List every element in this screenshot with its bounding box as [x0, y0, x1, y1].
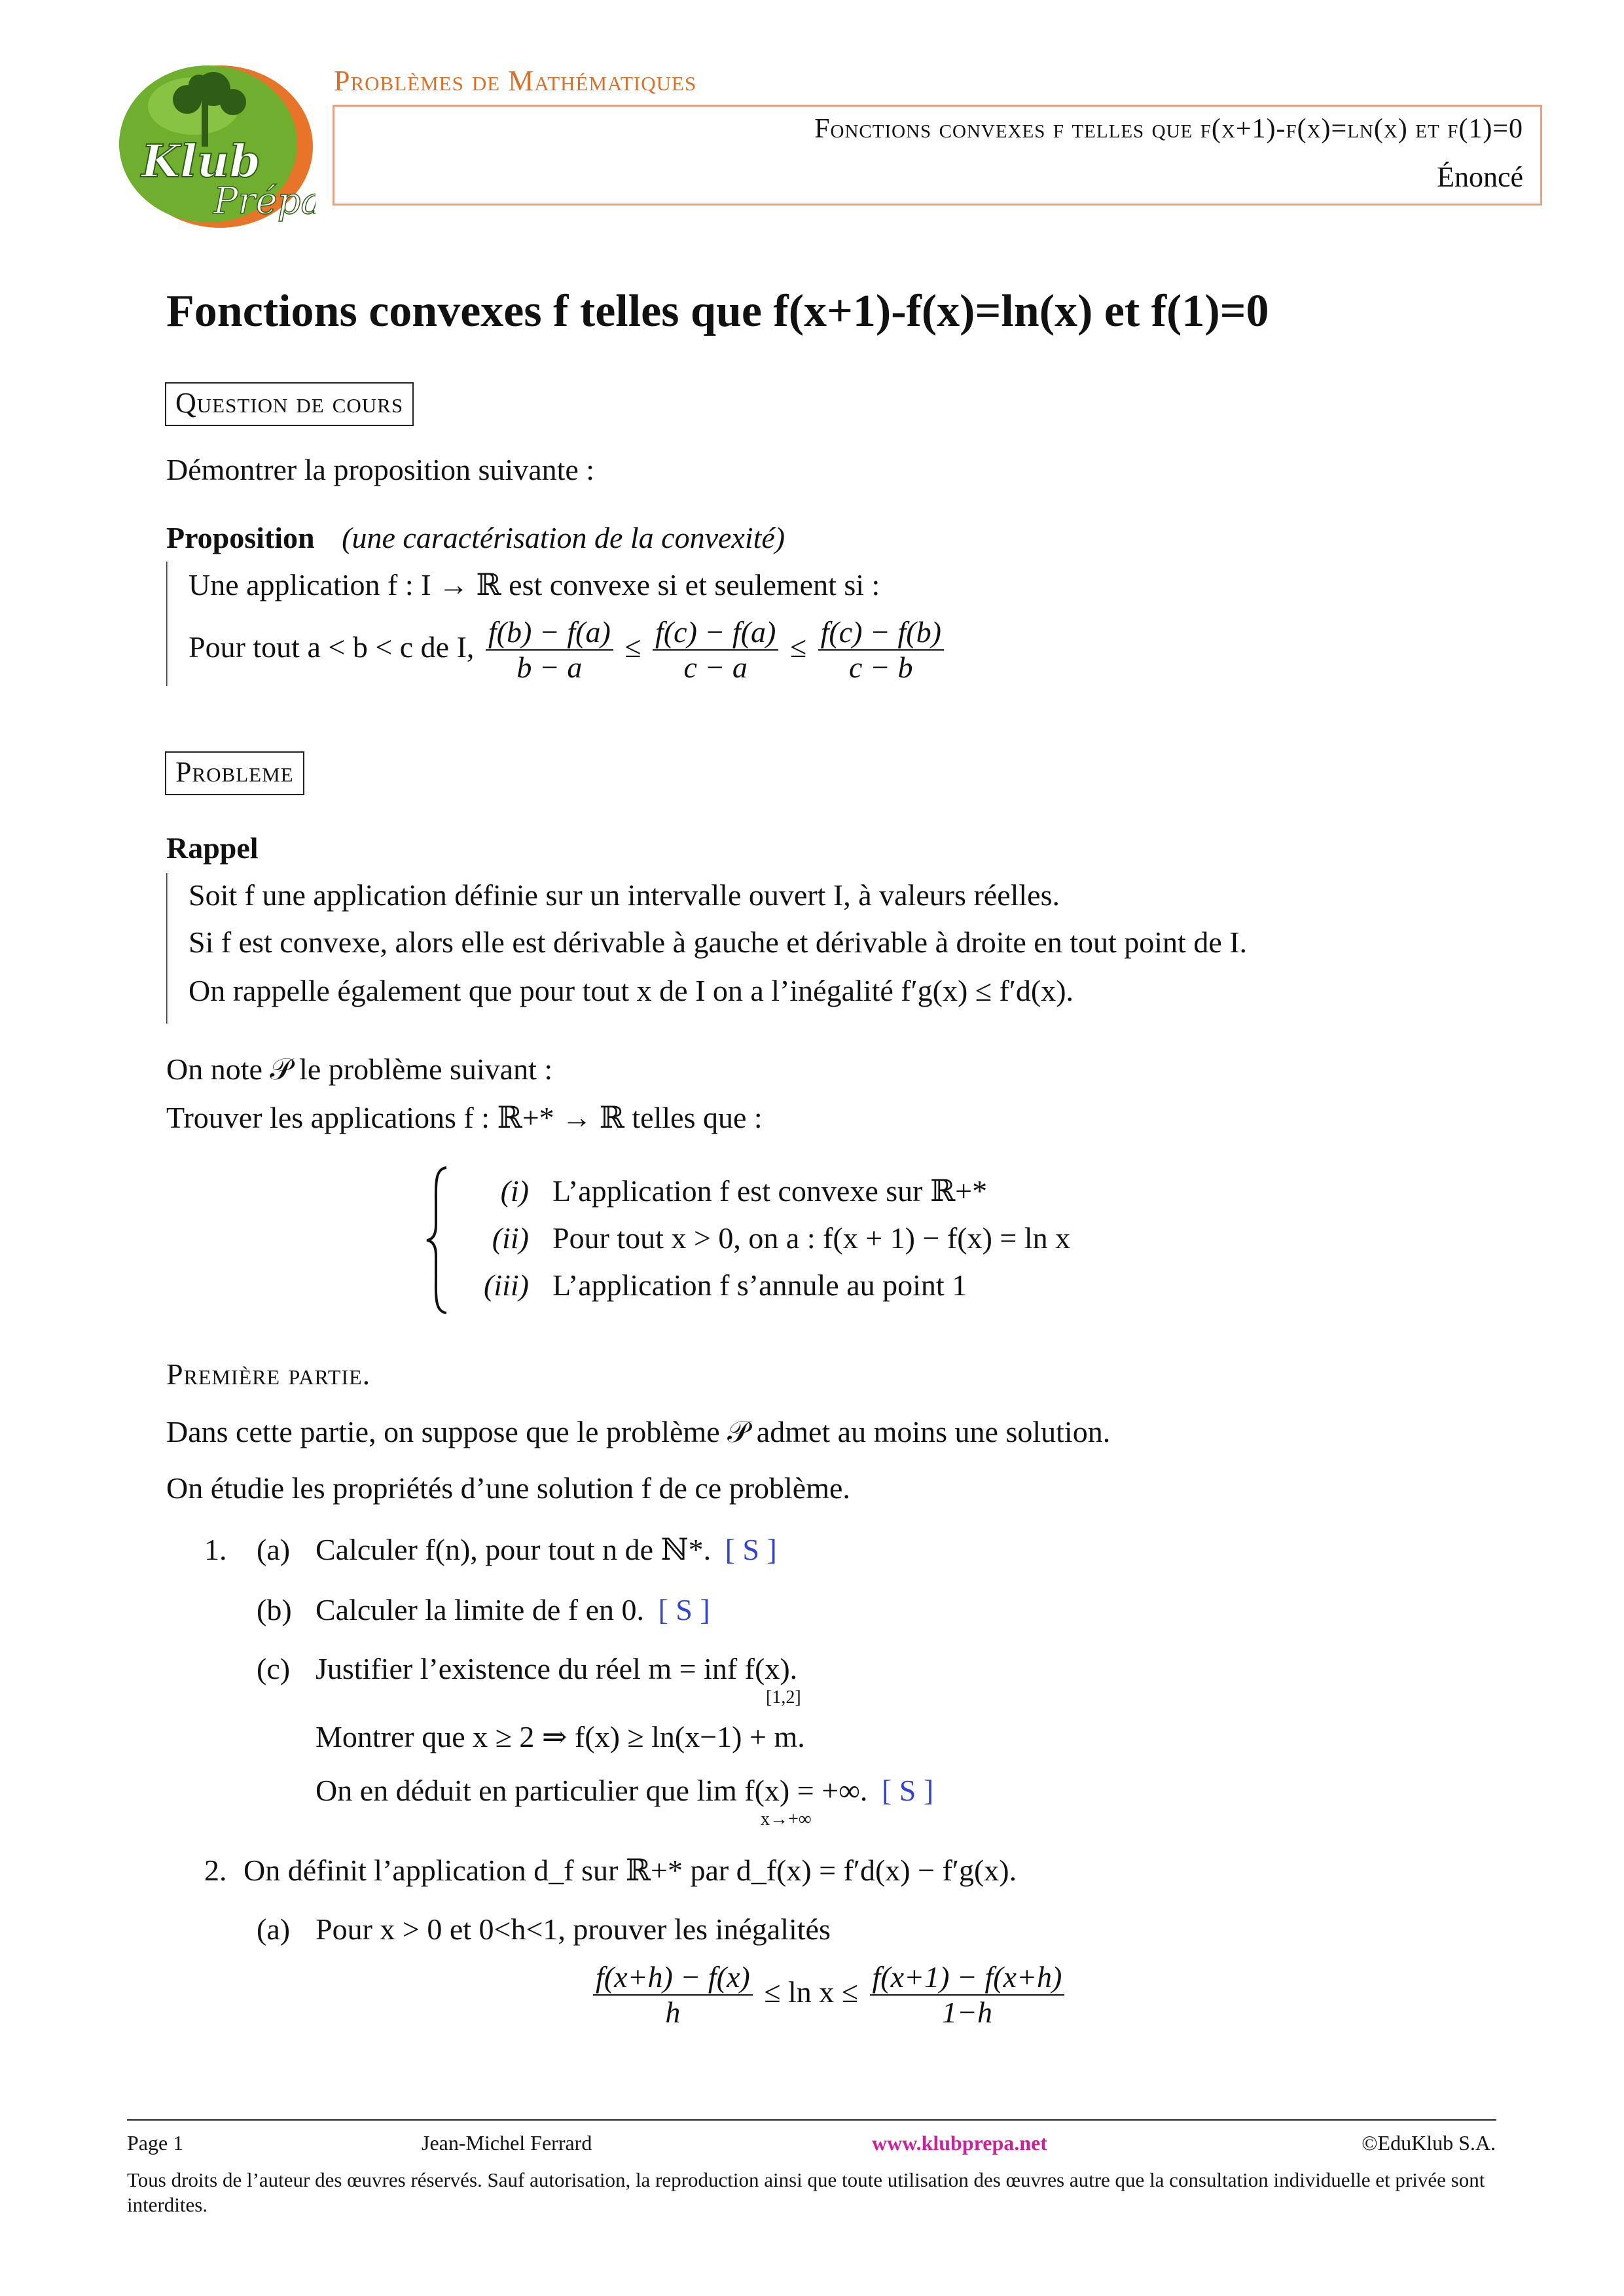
- header-box: [333, 105, 1542, 206]
- proposition-label: Proposition: [166, 521, 315, 554]
- fraction-2: $\frac{f(c) - f(a)}{c - a}$: [653, 615, 778, 685]
- question-1c-line-1: Justifier l’existence du réel m = inf f(x).: [316, 1652, 798, 1685]
- header-doc-type: Énoncé: [1437, 161, 1523, 193]
- question-2: On définit l’application d_f sur ℝ+* par d_f(x) = f′d(x) − f′g(x).: [244, 1854, 1017, 1887]
- footer-rule: [127, 2119, 1496, 2121]
- klubprepa-logo: [115, 60, 316, 229]
- rappel-line-2: Si f est convexe, alors elle est dérivable à gauche et dérivable à droite en tout point de I.: [189, 925, 1248, 959]
- inequality-left-fraction: $\frac{f(x+h) - f(x)}{h}$: [593, 1960, 753, 2030]
- question-2a: Pour x > 0 et 0<h<1, prouver les inégalités: [316, 1912, 831, 1946]
- question-1a-label: (a): [257, 1533, 291, 1566]
- rappel-bar: [166, 873, 168, 1024]
- section-heading-cours: Question de cours: [165, 382, 414, 426]
- header-doc-title: Fonctions convexes f telles que f(x+1)-f(x)=ln(x) et f(1)=0: [814, 114, 1523, 144]
- system-label-2: (ii): [492, 1221, 529, 1255]
- question-1c-label: (c): [257, 1652, 291, 1685]
- cours-intro: Démontrer la proposition suivante :: [166, 453, 595, 486]
- lim-subscript: x→+∞: [761, 1809, 812, 1829]
- system-label-3: (iii): [484, 1268, 529, 1302]
- partie-1-para-1: Dans cette partie, on suppose que le problème 𝒫 admet au moins une solution.: [166, 1415, 1111, 1448]
- system-brace: [424, 1165, 450, 1316]
- problem-note-2: Trouver les applications f : ℝ+* → ℝ telles que :: [166, 1101, 763, 1134]
- question-1c-line-2: Montrer que x ≥ 2 ⇒ f(x) ≥ ln(x−1) + m.: [316, 1720, 805, 1753]
- inf-subscript: [1,2]: [766, 1687, 801, 1708]
- page-title: Fonctions convexes f telles que f(x+1)-f(x)=ln(x) et f(1)=0: [166, 286, 1269, 336]
- proposition-line-2: [189, 611, 948, 685]
- rappel-line-3: On rappelle également que pour tout x de I on a l’inégalité f′g(x) ≤ f′d(x).: [189, 974, 1074, 1007]
- proposition-line-1: Une application f : I → ℝ est convexe si et seulement si :: [189, 568, 880, 601]
- question-1b: Calculer la limite de f en 0. [ S ]: [316, 1593, 710, 1626]
- leq-sign-2: ≤: [789, 630, 807, 664]
- proposition-heading: [166, 520, 785, 556]
- leq-sign-1: ≤: [624, 630, 641, 664]
- question-1a: Calculer f(n), pour tout n de ℕ*. [ S ]: [316, 1533, 777, 1566]
- solution-link-1a[interactable]: [ S ]: [725, 1533, 777, 1566]
- solution-link-1b[interactable]: [ S ]: [658, 1593, 710, 1626]
- system-text-1: L’application f est convexe sur ℝ+*: [552, 1174, 988, 1208]
- solution-link-1c[interactable]: [ S ]: [881, 1774, 934, 1807]
- inequality-right-fraction: $\frac{f(x+1) - f(x+h)}{1-h}$: [870, 1960, 1065, 2030]
- footer-copyright: ©EduKlub S.A.: [1362, 2131, 1496, 2155]
- fraction-1: $\frac{f(b) - f(a)}{b - a}$: [486, 615, 613, 685]
- svg-text:Klub: Klub: [141, 135, 261, 188]
- rappel-line-1: Soit f une application définie sur un intervalle ouvert I, à valeurs réelles.: [189, 878, 1060, 912]
- footer-notice: Tous droits de l’auteur des œuvres réservés. Sauf autorisation, la reproduction ainsi que toute utilisation des œuvres autre que la consultation individuelle et privée sont interdites.: [127, 2168, 1485, 2216]
- system-text-2: Pour tout x > 0, on a : f(x + 1) − f(x) = ln x: [552, 1221, 1071, 1255]
- proposition-bar: [166, 562, 168, 686]
- proposition-lead: Pour tout a < b < c de I,: [189, 630, 475, 664]
- question-1b-label: (b): [257, 1593, 292, 1626]
- series-title: Problèmes de Mathématiques: [334, 65, 697, 97]
- footer-site-link[interactable]: www.klubprepa.net: [872, 2131, 1047, 2155]
- system-label-1: (i): [500, 1174, 529, 1208]
- inequality-display: [589, 1953, 1068, 2032]
- question-2-number: 2.: [204, 1854, 227, 1887]
- section-heading-probleme: Probleme: [165, 751, 304, 795]
- system-text-3: L’application f s’annule au point 1: [552, 1268, 967, 1302]
- problem-note-1: On note 𝒫 le problème suivant :: [166, 1052, 553, 1086]
- proposition-subtitle: (une caractérisation de la convexité): [342, 521, 785, 554]
- partie-1-para-2: On étudie les propriétés d’une solution f de ce problème.: [166, 1471, 850, 1505]
- question-2a-label: (a): [257, 1912, 291, 1946]
- footer-page: Page 1: [127, 2131, 184, 2155]
- question-1-number: 1.: [204, 1533, 227, 1566]
- fraction-3: $\frac{f(c) - f(b)}{c - b}$: [818, 615, 944, 685]
- inequality-middle: ≤ ln x ≤: [764, 1975, 859, 2009]
- partie-1-heading: Première partie.: [166, 1357, 371, 1391]
- rappel-label: Rappel: [166, 831, 259, 865]
- question-1c-line-3: On en déduit en particulier que lim f(x) = +∞. [ S ]: [316, 1774, 934, 1807]
- footer-author: Jean-Michel Ferrard: [422, 2131, 592, 2155]
- svg-text:Prépa: Prépa: [213, 180, 316, 223]
